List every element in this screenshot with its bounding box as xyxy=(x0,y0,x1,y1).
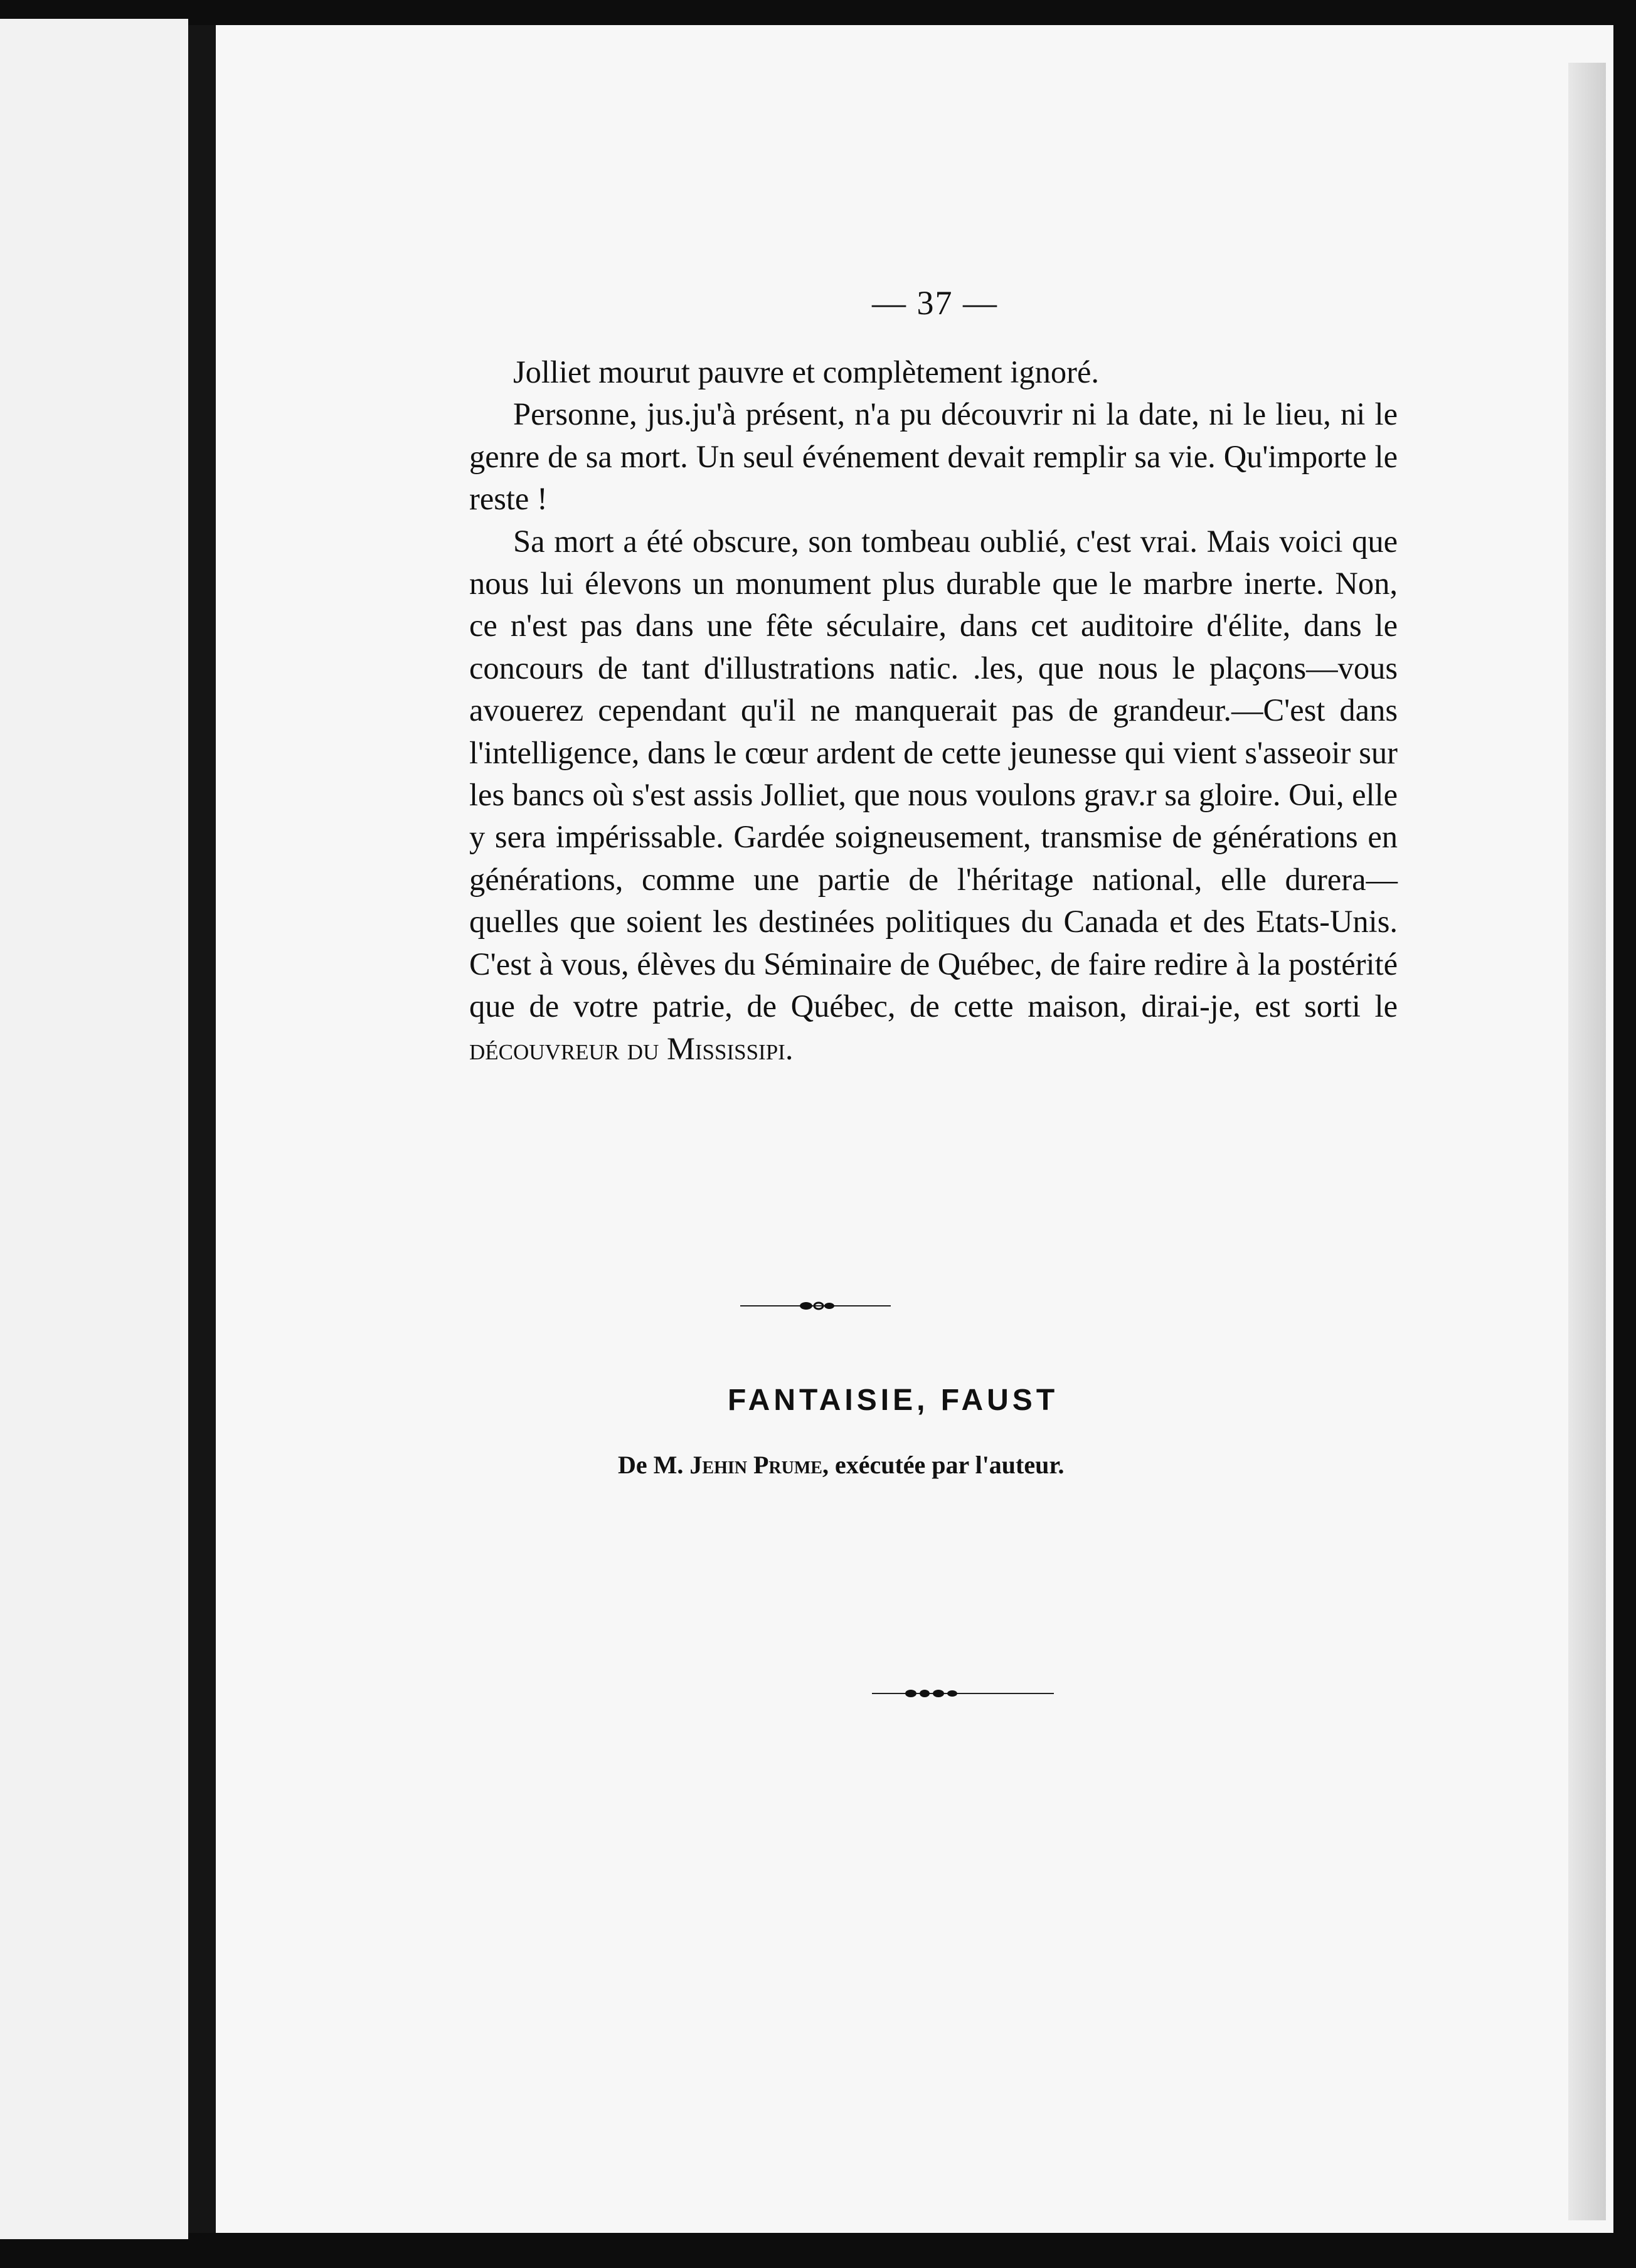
section-sub-name: Jehin Prume xyxy=(689,1451,822,1479)
section-sub-prefix: De M. xyxy=(618,1451,684,1479)
ornament-divider-top xyxy=(740,1298,891,1313)
section-title: FANTAISIE, FAUST xyxy=(728,1384,1059,1417)
left-page-edge xyxy=(0,19,188,2239)
body-text xyxy=(469,351,1398,1070)
section-subtitle xyxy=(618,1450,1064,1480)
paragraph-1: Jolliet mourut pauvre et complètement ignoré. xyxy=(513,354,1099,389)
closing-smallcaps: découvreur du Mississipi. xyxy=(469,1031,794,1066)
book-binding xyxy=(188,25,216,2233)
page-number: — 37 — xyxy=(872,284,998,322)
paragraph-3 xyxy=(469,521,1398,1070)
paragraph-2: Personne, jus.ju'à présent, n'a pu découvrir ni la date, ni le lieu, ni le genre de sa mort. Un seul événement devait remplir sa vie. Qu'importe le reste ! xyxy=(469,396,1398,517)
ornament-divider-bottom xyxy=(872,1686,1054,1701)
paragraph-3-text: Sa mort a été obscure, son tombeau oublié, c'est vrai. Mais voici que nous lui élevons un monument plus durable que le marbre inerte. Non, ce n'est pas dans une fête séculaire, dans cet auditoire d'élite, dans le concours de tant d'illustrations natic. .les, que nous le plaçons—vous avouerez cependant qu'il ne manquerait pas de grandeur.—C'est dans l'intelligence, dans le cœur ardent de cette jeunesse qui vient s'asseoir sur les bancs où s'est assis Jolliet, que nous voulons grav.r sa gloire. Oui, elle y sera impérissable. Gardée soigneusement, transmise de générations en générations, comme une partie de l'héritage national, elle durera—quelles que soient les destinées politiques du Canada et des Etats-Unis. C'est à vous, élèves du Séminaire de Québec, de faire redire à la postérité que de votre patrie, de Québec, de cette maison, dirai-je, est sorti le xyxy=(469,523,1398,1024)
section-sub-suffix: , exécutée par l'auteur. xyxy=(822,1451,1065,1479)
page-edge-shadow xyxy=(1568,63,1606,2220)
